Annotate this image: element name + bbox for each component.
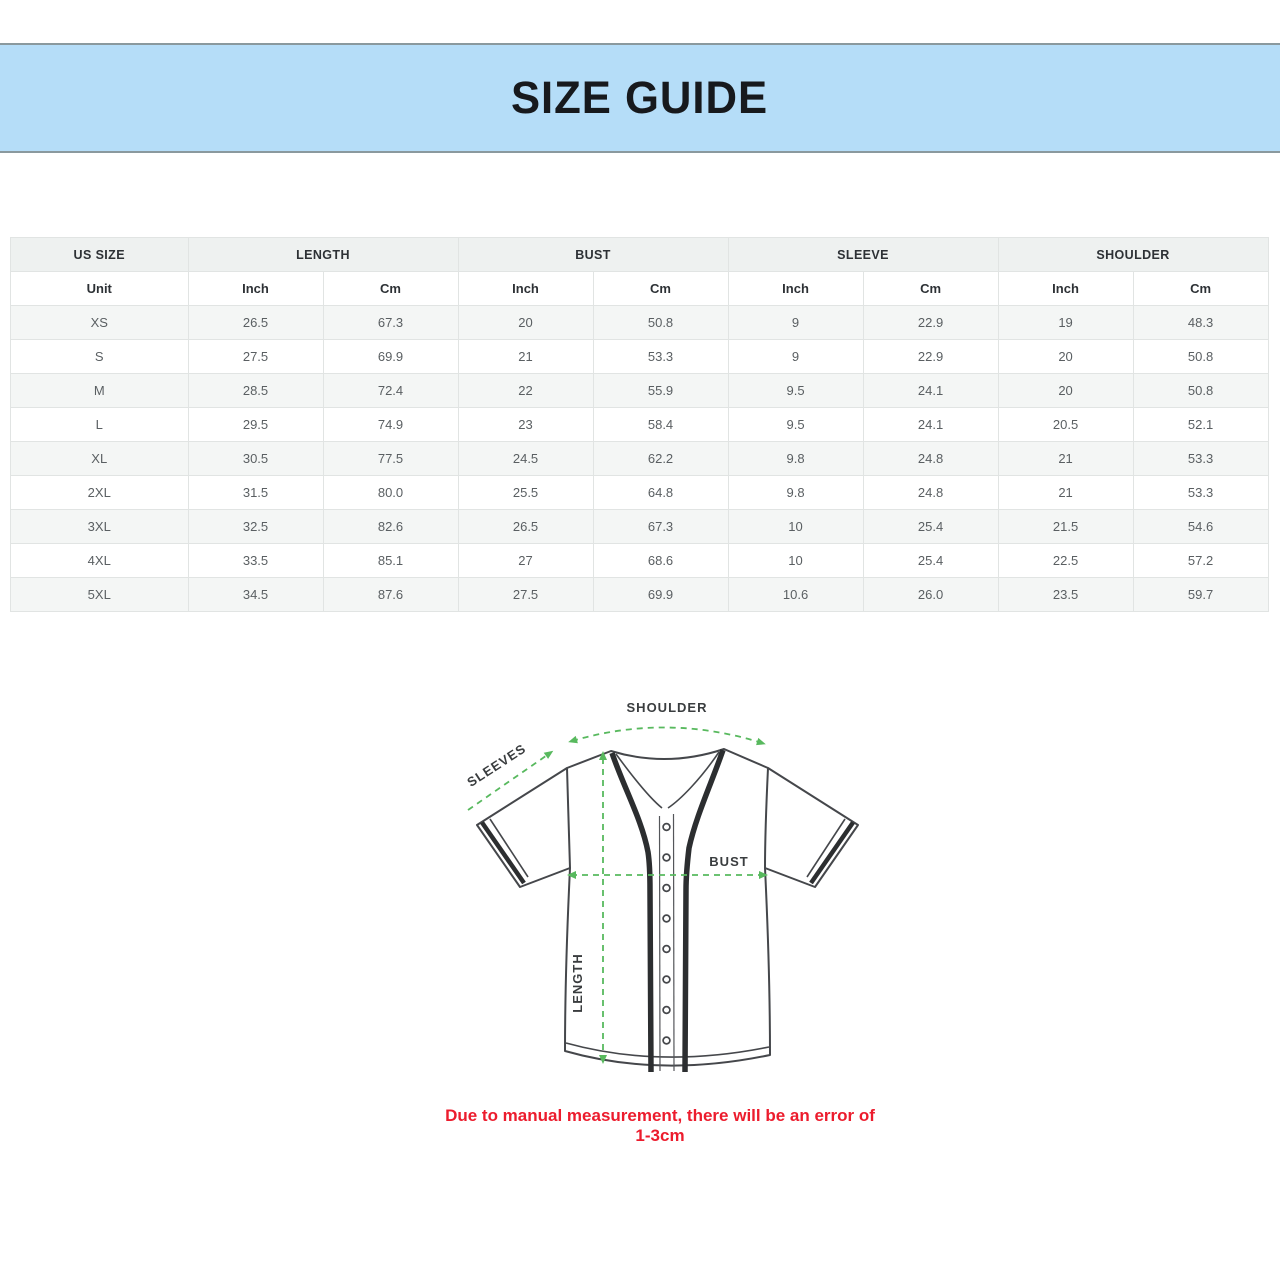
size-value-cell: 9.5: [728, 408, 863, 442]
size-value-cell: 22.9: [863, 306, 998, 340]
unit-header-cell: Cm: [323, 272, 458, 306]
column-group-header: BUST: [458, 238, 728, 272]
size-value-cell: 82.6: [323, 510, 458, 544]
column-group-header: SHOULDER: [998, 238, 1268, 272]
bust-label: BUST: [709, 854, 749, 869]
size-value-cell: 53.3: [1133, 476, 1268, 510]
shoulder-label: SHOULDER: [626, 700, 708, 715]
size-value-cell: 33.5: [188, 544, 323, 578]
size-value-cell: 23.5: [998, 578, 1133, 612]
size-value-cell: 24.1: [863, 374, 998, 408]
jersey-body-shape: [565, 749, 770, 1072]
size-value-cell: 20: [458, 306, 593, 340]
size-value-cell: 21: [998, 476, 1133, 510]
unit-header-row: [11, 272, 1269, 306]
size-label-cell: XL: [11, 442, 189, 476]
size-row: [11, 408, 1269, 442]
unit-header-cell: Unit: [11, 272, 189, 306]
size-row: [11, 340, 1269, 374]
size-row: [11, 510, 1269, 544]
size-label-cell: 4XL: [11, 544, 189, 578]
length-label: LENGTH: [570, 953, 585, 1013]
size-value-cell: 9.5: [728, 374, 863, 408]
unit-header-cell: Cm: [1133, 272, 1268, 306]
size-label-cell: XS: [11, 306, 189, 340]
shoulder-arrowhead-left: [568, 736, 578, 743]
size-value-cell: 28.5: [188, 374, 323, 408]
size-value-cell: 10: [728, 510, 863, 544]
column-group-header: LENGTH: [188, 238, 458, 272]
size-value-cell: 25.4: [863, 510, 998, 544]
unit-header-cell: Inch: [998, 272, 1133, 306]
size-value-cell: 30.5: [188, 442, 323, 476]
size-value-cell: 87.6: [323, 578, 458, 612]
size-value-cell: 50.8: [1133, 340, 1268, 374]
size-value-cell: 24.8: [863, 442, 998, 476]
page-title: SIZE GUIDE: [511, 72, 769, 123]
size-value-cell: 74.9: [323, 408, 458, 442]
size-value-cell: 10.6: [728, 578, 863, 612]
size-value-cell: 26.0: [863, 578, 998, 612]
size-value-cell: 26.5: [458, 510, 593, 544]
size-value-cell: 26.5: [188, 306, 323, 340]
size-value-cell: 31.5: [188, 476, 323, 510]
size-value-cell: 27: [458, 544, 593, 578]
size-row: [11, 578, 1269, 612]
size-value-cell: 54.6: [1133, 510, 1268, 544]
size-value-cell: 69.9: [323, 340, 458, 374]
size-value-cell: 25.4: [863, 544, 998, 578]
size-value-cell: 77.5: [323, 442, 458, 476]
size-label-cell: L: [11, 408, 189, 442]
size-value-cell: 22.5: [998, 544, 1133, 578]
size-value-cell: 32.5: [188, 510, 323, 544]
size-value-cell: 72.4: [323, 374, 458, 408]
size-value-cell: 22: [458, 374, 593, 408]
size-value-cell: 10: [728, 544, 863, 578]
size-table-body: [11, 306, 1269, 612]
size-value-cell: 27.5: [188, 340, 323, 374]
size-value-cell: 9: [728, 306, 863, 340]
size-label-cell: 2XL: [11, 476, 189, 510]
size-value-cell: 53.3: [1133, 442, 1268, 476]
size-row: [11, 306, 1269, 340]
size-value-cell: 29.5: [188, 408, 323, 442]
size-value-cell: 67.3: [593, 510, 728, 544]
size-value-cell: 68.6: [593, 544, 728, 578]
size-value-cell: 20: [998, 374, 1133, 408]
size-value-cell: 20.5: [998, 408, 1133, 442]
size-label-cell: M: [11, 374, 189, 408]
size-value-cell: 50.8: [593, 306, 728, 340]
size-value-cell: 24.5: [458, 442, 593, 476]
size-guide-banner: [0, 43, 1280, 153]
size-value-cell: 21: [998, 442, 1133, 476]
size-value-cell: 24.8: [863, 476, 998, 510]
size-row: [11, 442, 1269, 476]
size-label-cell: 5XL: [11, 578, 189, 612]
size-value-cell: 27.5: [458, 578, 593, 612]
size-label-cell: S: [11, 340, 189, 374]
column-group-header: SLEEVE: [728, 238, 998, 272]
sleeves-label: SLEEVES: [464, 740, 529, 790]
unit-header-cell: Inch: [188, 272, 323, 306]
size-value-cell: 22.9: [863, 340, 998, 374]
size-value-cell: 80.0: [323, 476, 458, 510]
size-label-cell: 3XL: [11, 510, 189, 544]
unit-header-cell: Cm: [593, 272, 728, 306]
size-row: [11, 374, 1269, 408]
unit-header-cell: Cm: [863, 272, 998, 306]
measurement-error-note: Due to manual measurement, there will be an error of 1-3cm: [445, 1106, 875, 1145]
size-value-cell: 57.2: [1133, 544, 1268, 578]
size-value-cell: 58.4: [593, 408, 728, 442]
size-value-cell: 34.5: [188, 578, 323, 612]
unit-header-cell: Inch: [458, 272, 593, 306]
size-value-cell: 59.7: [1133, 578, 1268, 612]
size-value-cell: 55.9: [593, 374, 728, 408]
size-value-cell: 21.5: [998, 510, 1133, 544]
shoulder-arrowhead-right: [756, 738, 766, 745]
group-header-row: [11, 238, 1269, 272]
size-value-cell: 48.3: [1133, 306, 1268, 340]
size-value-cell: 9.8: [728, 476, 863, 510]
size-value-cell: 24.1: [863, 408, 998, 442]
size-value-cell: 64.8: [593, 476, 728, 510]
size-value-cell: 52.1: [1133, 408, 1268, 442]
size-value-cell: 67.3: [323, 306, 458, 340]
shoulder-arrow-line: [572, 727, 762, 743]
size-row: [11, 476, 1269, 510]
sleeves-arrowhead: [544, 751, 554, 759]
size-value-cell: 19: [998, 306, 1133, 340]
size-value-cell: 53.3: [593, 340, 728, 374]
size-value-cell: 23: [458, 408, 593, 442]
size-value-cell: 50.8: [1133, 374, 1268, 408]
size-value-cell: 85.1: [323, 544, 458, 578]
size-value-cell: 21: [458, 340, 593, 374]
size-table: [10, 237, 1269, 612]
size-table-head: [11, 238, 1269, 306]
size-value-cell: 9: [728, 340, 863, 374]
size-row: [11, 544, 1269, 578]
column-group-header: US SIZE: [11, 238, 189, 272]
size-value-cell: 69.9: [593, 578, 728, 612]
size-value-cell: 9.8: [728, 442, 863, 476]
jersey-measurement-diagram: [440, 680, 880, 1092]
unit-header-cell: Inch: [728, 272, 863, 306]
size-table-container: [10, 237, 1268, 612]
size-value-cell: 20: [998, 340, 1133, 374]
size-value-cell: 25.5: [458, 476, 593, 510]
size-value-cell: 62.2: [593, 442, 728, 476]
